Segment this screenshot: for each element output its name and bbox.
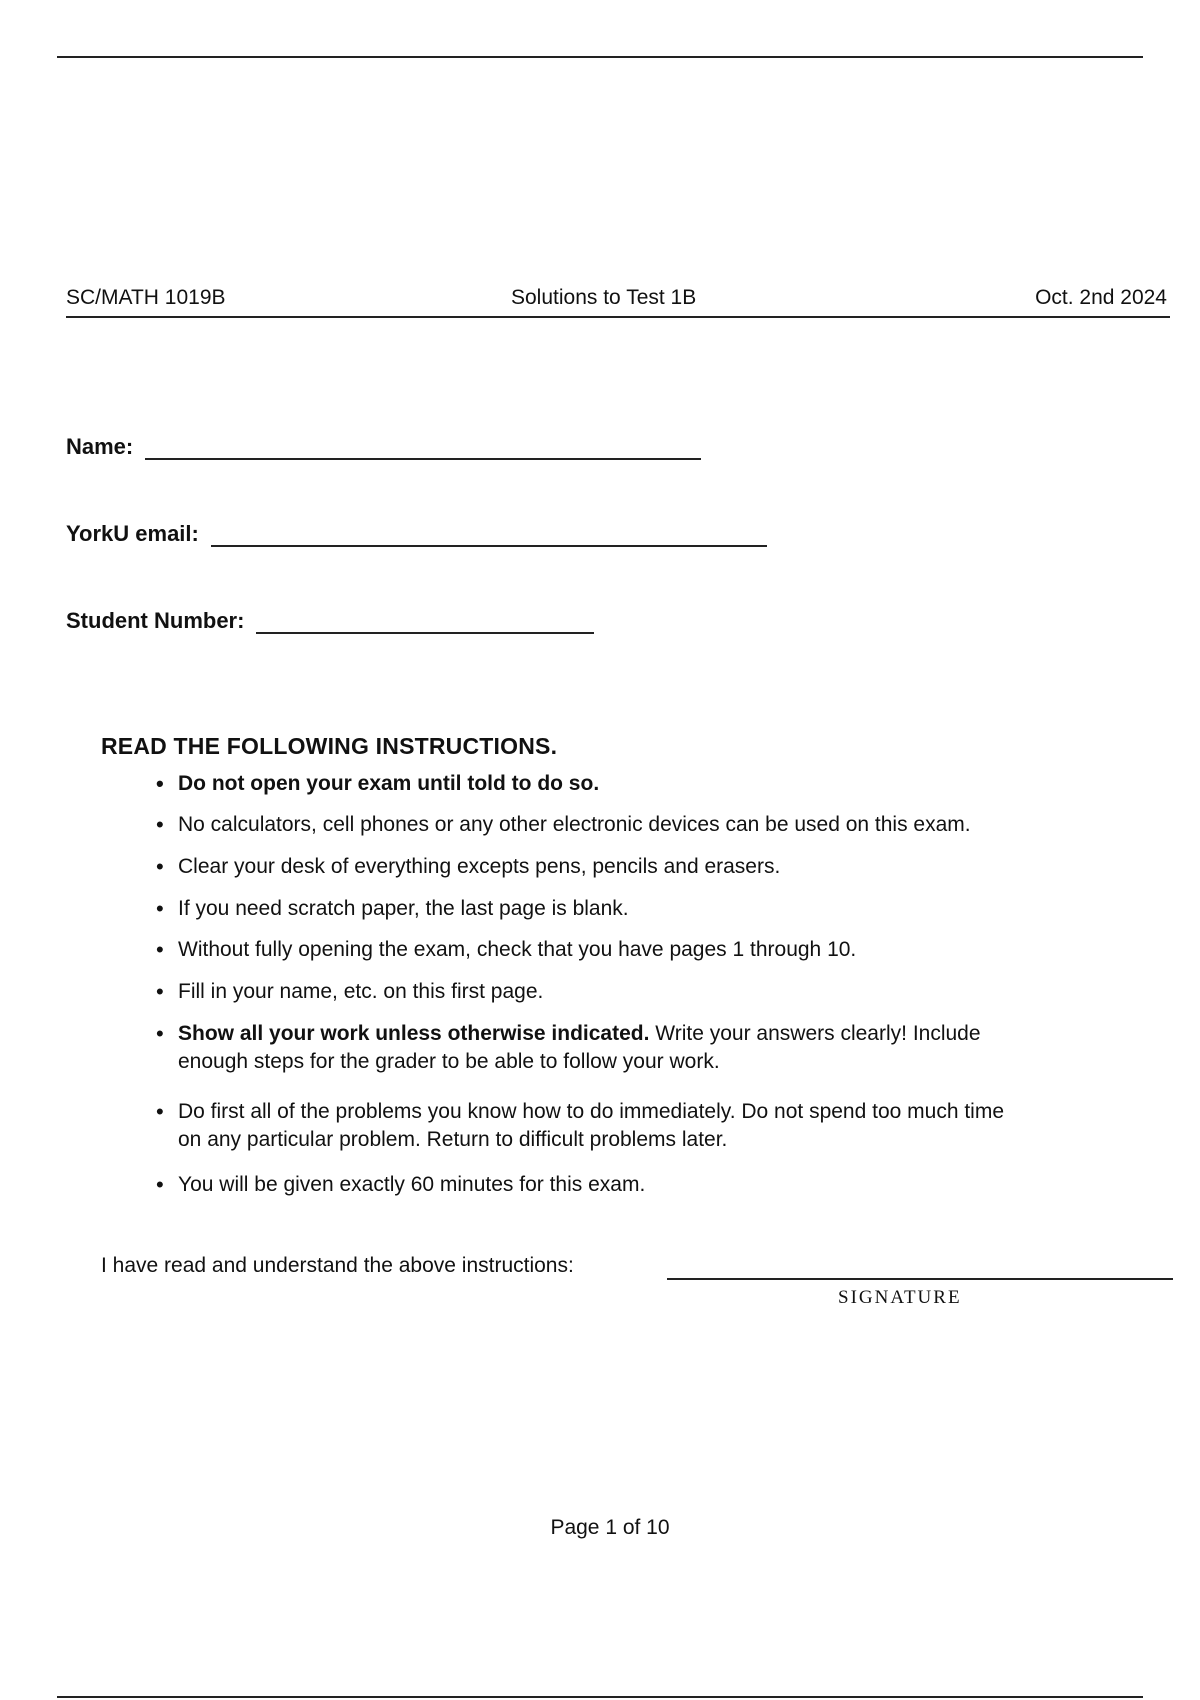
instruction-item-rest: Write your answers clearly! Include enough steps for the grader to be able to follow your work. — [178, 1022, 981, 1073]
page-number: Page 1 of 10 — [550, 1516, 670, 1539]
bottom-rule — [57, 1696, 1143, 1698]
exam-date: Oct. 2nd 2024 — [1035, 286, 1167, 309]
instructions-title: READ THE FOLLOWING INSTRUCTIONS. — [101, 733, 558, 759]
signature-line[interactable] — [667, 1278, 1173, 1280]
instruction-item: • Fill in your name, etc. on this first page. — [156, 978, 1056, 1006]
signature-label: SIGNATURE — [838, 1287, 962, 1308]
name-label: Name: — [66, 434, 134, 459]
top-rule — [57, 56, 1143, 58]
instruction-item: • Do first all of the problems you know how to do immediately. Do not spend too much time on any particular problem. Return to difficult problems later. — [156, 1098, 1028, 1154]
instruction-item: • Do not open your exam until told to do so. — [156, 770, 1056, 798]
student-number-field — [66, 608, 594, 634]
header-rule — [66, 316, 1170, 318]
document-title: Solutions to Test 1B — [511, 286, 697, 309]
instruction-item: • Without fully opening the exam, check that you have pages 1 through 10. — [156, 936, 1056, 964]
email-blank[interactable] — [211, 544, 767, 547]
instruction-item: • No calculators, cell phones or any other electronic devices can be used on this exam. — [156, 811, 1056, 839]
student-number-blank[interactable] — [256, 631, 594, 634]
acknowledgement-text: I have read and understand the above instructions: — [101, 1254, 574, 1277]
instruction-emphasis: Show all your work unless otherwise indicated. — [178, 1022, 650, 1045]
course-code: SC/MATH 1019B — [66, 286, 226, 309]
instruction-item: • You will be given exactly 60 minutes for this exam. — [156, 1171, 1056, 1199]
email-label: YorkU email: — [66, 521, 199, 546]
instruction-item — [156, 1020, 998, 1076]
student-number-label: Student Number: — [66, 608, 245, 633]
instruction-item: • If you need scratch paper, the last page is blank. — [156, 895, 1056, 923]
name-field — [66, 434, 701, 460]
email-field — [66, 521, 767, 547]
name-blank[interactable] — [145, 457, 701, 460]
instructions-list — [156, 770, 1056, 1199]
instruction-item: • Clear your desk of everything excepts pens, pencils and erasers. — [156, 853, 1056, 881]
